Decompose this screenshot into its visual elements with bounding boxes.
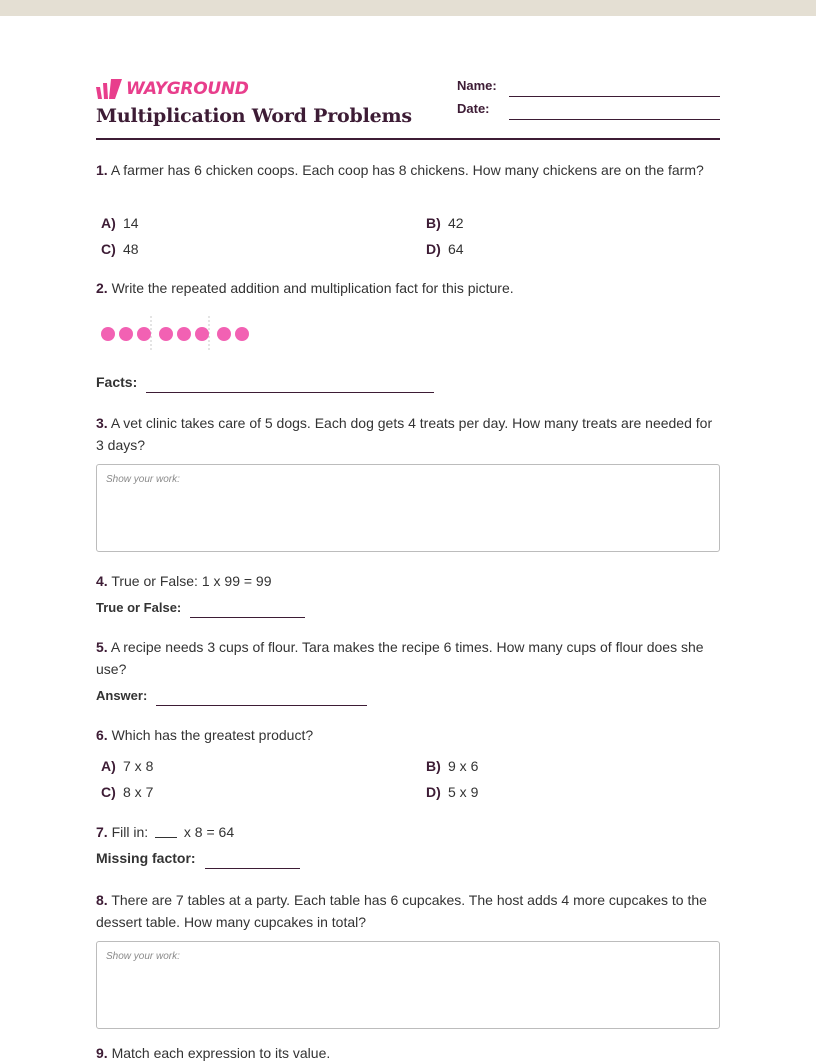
question-1 xyxy=(96,159,720,181)
question-number: 9. xyxy=(96,1045,108,1061)
question-text: Match each expression to its value. xyxy=(111,1045,331,1061)
option-value: 14 xyxy=(123,215,139,231)
date-field[interactable] xyxy=(457,101,720,116)
question-number: 1. xyxy=(96,162,108,178)
question-text: Which has the greatest product? xyxy=(111,727,314,743)
question-8 xyxy=(96,889,720,933)
option-letter: D) xyxy=(426,784,441,800)
missing-factor-label: Missing factor: xyxy=(96,850,196,866)
option-letter: A) xyxy=(101,758,116,774)
option-a[interactable] xyxy=(101,758,153,774)
option-letter: B) xyxy=(426,758,441,774)
work-box[interactable] xyxy=(96,464,720,552)
answer-line[interactable] xyxy=(156,705,367,706)
option-letter: C) xyxy=(101,784,116,800)
option-value: 5 x 9 xyxy=(448,784,479,800)
option-c[interactable] xyxy=(101,784,153,800)
option-letter: A) xyxy=(101,215,116,231)
question-4 xyxy=(96,570,720,592)
page-title: Multiplication Word Problems xyxy=(96,105,412,127)
facts-label: Facts: xyxy=(96,374,138,390)
true-false-label: True or False: xyxy=(96,600,182,615)
date-line[interactable] xyxy=(509,119,720,120)
question-text: There are 7 tables at a party. Each table has 6 cupcakes. The host adds 4 more cupcakes to the dessert table. How many cupcakes in total? xyxy=(96,892,707,930)
question-3 xyxy=(96,412,720,456)
name-label: Name: xyxy=(457,78,497,93)
question-5 xyxy=(96,636,720,680)
option-a[interactable] xyxy=(101,215,139,231)
facts-line[interactable] xyxy=(146,392,434,393)
question-number: 4. xyxy=(96,573,108,589)
question-text: Write the repeated addition and multiplication fact for this picture. xyxy=(111,280,514,296)
option-letter: C) xyxy=(101,241,116,257)
option-value: 8 x 7 xyxy=(123,784,154,800)
answer-field[interactable] xyxy=(96,688,367,703)
question-text: A recipe needs 3 cups of flour. Tara makes the recipe 6 times. How many cups of flour does she use? xyxy=(96,639,704,677)
facts-field[interactable] xyxy=(96,374,434,390)
option-value: 9 x 6 xyxy=(448,758,479,774)
question-2 xyxy=(96,277,720,299)
true-false-line[interactable] xyxy=(190,617,305,618)
question-number: 3. xyxy=(96,415,108,431)
worksheet-header xyxy=(96,78,720,140)
page-top-band xyxy=(0,0,816,16)
dot-array-picture xyxy=(96,314,296,354)
question-7 xyxy=(96,821,720,843)
option-b[interactable] xyxy=(426,215,464,231)
question-text-before: Fill in: xyxy=(111,824,149,840)
question-9 xyxy=(96,1042,720,1064)
option-value: 7 x 8 xyxy=(123,758,154,774)
wayground-mark-icon xyxy=(96,79,122,99)
question-number: 6. xyxy=(96,727,108,743)
name-field[interactable] xyxy=(457,78,720,93)
question-number: 2. xyxy=(96,280,108,296)
option-d[interactable] xyxy=(426,241,464,257)
name-line[interactable] xyxy=(509,96,720,97)
question-number: 7. xyxy=(96,824,108,840)
logo-text: WAYGROUND xyxy=(126,79,249,99)
option-letter: B) xyxy=(426,215,441,231)
date-label: Date: xyxy=(457,101,490,116)
option-d[interactable] xyxy=(426,784,478,800)
question-number: 8. xyxy=(96,892,108,908)
question-6 xyxy=(96,724,720,746)
question-text-after: x 8 = 64 xyxy=(183,824,235,840)
question-text: A vet clinic takes care of 5 dogs. Each dog gets 4 treats per day. How many treats are needed for 3 days? xyxy=(96,415,713,453)
question-text: A farmer has 6 chicken coops. Each coop has 8 chickens. How many chickens are on the farm? xyxy=(110,162,704,178)
true-false-field[interactable] xyxy=(96,600,305,615)
answer-label: Answer: xyxy=(96,688,148,703)
question-text: True or False: 1 x 99 = 99 xyxy=(111,573,272,589)
option-letter: D) xyxy=(426,241,441,257)
missing-factor-field[interactable] xyxy=(96,850,300,866)
option-b[interactable] xyxy=(426,758,478,774)
worksheet xyxy=(96,78,720,1061)
fill-in-blank[interactable] xyxy=(155,837,177,838)
work-hint: Show your work: xyxy=(106,951,180,962)
option-value: 42 xyxy=(448,215,464,231)
question-number: 5. xyxy=(96,639,108,655)
option-value: 64 xyxy=(448,241,464,257)
missing-factor-line[interactable] xyxy=(205,868,300,869)
brand-logo xyxy=(96,78,249,100)
option-value: 48 xyxy=(123,241,139,257)
work-hint: Show your work: xyxy=(106,474,180,485)
work-box[interactable] xyxy=(96,941,720,1029)
option-c[interactable] xyxy=(101,241,139,257)
